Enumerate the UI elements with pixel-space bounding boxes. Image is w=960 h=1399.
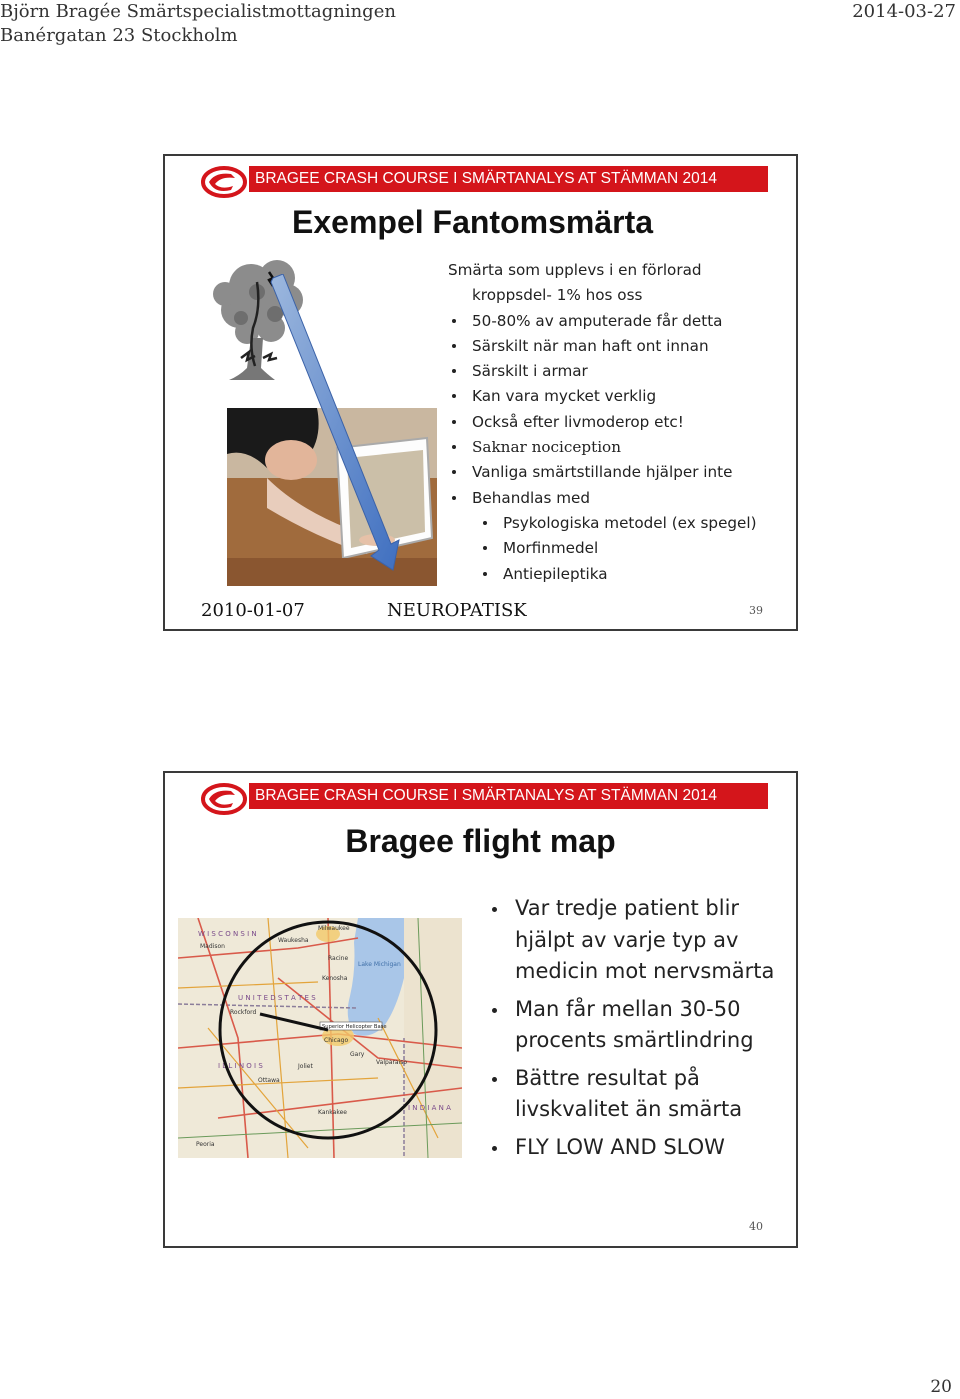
map-label-city: Waukesha bbox=[278, 937, 309, 944]
list-item: Psykologiska metodel (ex spegel) bbox=[448, 511, 793, 536]
list-item: kroppsdel- 1% hos oss bbox=[472, 286, 643, 305]
map-label-city: Kankakee bbox=[318, 1109, 347, 1116]
bragee-logo bbox=[201, 166, 247, 198]
map-label-city: Valparaiso bbox=[376, 1059, 408, 1066]
list-item: Morfinmedel bbox=[448, 536, 793, 561]
course-banner: BRAGEE CRASH COURSE I SMÄRTANALYS AT STÄMMAN 2014 bbox=[249, 166, 768, 192]
list-item: Smärta som upplevs i en förlorad bbox=[448, 261, 702, 279]
map-label-city: Ottawa bbox=[258, 1077, 280, 1084]
list-item: Saknar nociception bbox=[448, 435, 793, 460]
slide-number: 40 bbox=[749, 1220, 763, 1233]
slide-number: 39 bbox=[749, 604, 763, 617]
slide-footer-date: 2010-01-07 bbox=[201, 600, 305, 621]
bragee-logo bbox=[201, 783, 247, 815]
header-date: 2014-03-27 bbox=[852, 1, 956, 22]
map-label-city: Kenosha bbox=[322, 975, 348, 982]
header-clinic-name: Björn Bragée Smärtspecialistmottagningen bbox=[0, 1, 396, 22]
list-item: Särskilt när man haft ont innan bbox=[448, 334, 793, 359]
page-number: 20 bbox=[930, 1377, 952, 1397]
map-label-city: Racine bbox=[328, 955, 349, 962]
list-item: Vanliga smärtstillande hjälper inte bbox=[448, 460, 793, 485]
slide-39 bbox=[163, 154, 798, 631]
flight-range-map bbox=[178, 918, 462, 1158]
map-label-indiana: I N D I A N A bbox=[408, 1104, 451, 1112]
list-item: Särskilt i armar bbox=[448, 359, 793, 384]
course-banner: BRAGEE CRASH COURSE I SMÄRTANALYS AT STÄMMAN 2014 bbox=[249, 783, 768, 809]
list-item: Behandlas med bbox=[448, 486, 793, 511]
list-item: Var tredje patient blir hjälpt av varje typ av medicin mot nervsmärta bbox=[489, 893, 789, 988]
map-label-city: Gary bbox=[350, 1051, 365, 1058]
heliport-label: Superior Helicopter Base bbox=[322, 1024, 387, 1030]
list-item: 50-80% av amputerade får detta bbox=[448, 309, 793, 334]
slide-footer-topic: NEUROPATISK bbox=[387, 600, 527, 621]
list-item: FLY LOW AND SLOW bbox=[489, 1132, 789, 1164]
list-item: Också efter livmoderop etc! bbox=[448, 410, 793, 435]
header-left bbox=[0, 0, 396, 48]
slide-40 bbox=[163, 771, 798, 1248]
list-item: Bättre resultat på livskvalitet än smärta bbox=[489, 1063, 789, 1126]
list-item: Kan vara mycket verklig bbox=[448, 384, 793, 409]
bullet-list bbox=[448, 258, 793, 587]
map-label-wisconsin: W I S C O N S I N bbox=[198, 930, 257, 938]
map-label-city: Chicago bbox=[324, 1037, 349, 1044]
map-label-city: Madison bbox=[200, 943, 225, 950]
map-label-country: U N I T E D S T A T E S bbox=[238, 994, 316, 1002]
map-label-lake: Lake Michigan bbox=[358, 961, 401, 968]
list-item: Man får mellan 30-50 procents smärtlindring bbox=[489, 994, 789, 1057]
map-label-city: Rockford bbox=[230, 1009, 257, 1016]
pointer-arrow bbox=[265, 274, 405, 574]
map-label-illinois: I L L I N O I S bbox=[218, 1062, 263, 1070]
slide-title: Bragee flight map bbox=[345, 823, 616, 859]
map-label-city: Joliet bbox=[298, 1063, 313, 1070]
map-label-city: Peoria bbox=[196, 1141, 215, 1148]
list-item: Antiepileptika bbox=[448, 562, 793, 587]
slide-title: Exempel Fantomsmärta bbox=[292, 204, 654, 240]
map-label-city: Milwaukee bbox=[318, 925, 350, 932]
bullet-list bbox=[489, 893, 789, 1169]
header-address: Banérgatan 23 Stockholm bbox=[0, 25, 238, 46]
